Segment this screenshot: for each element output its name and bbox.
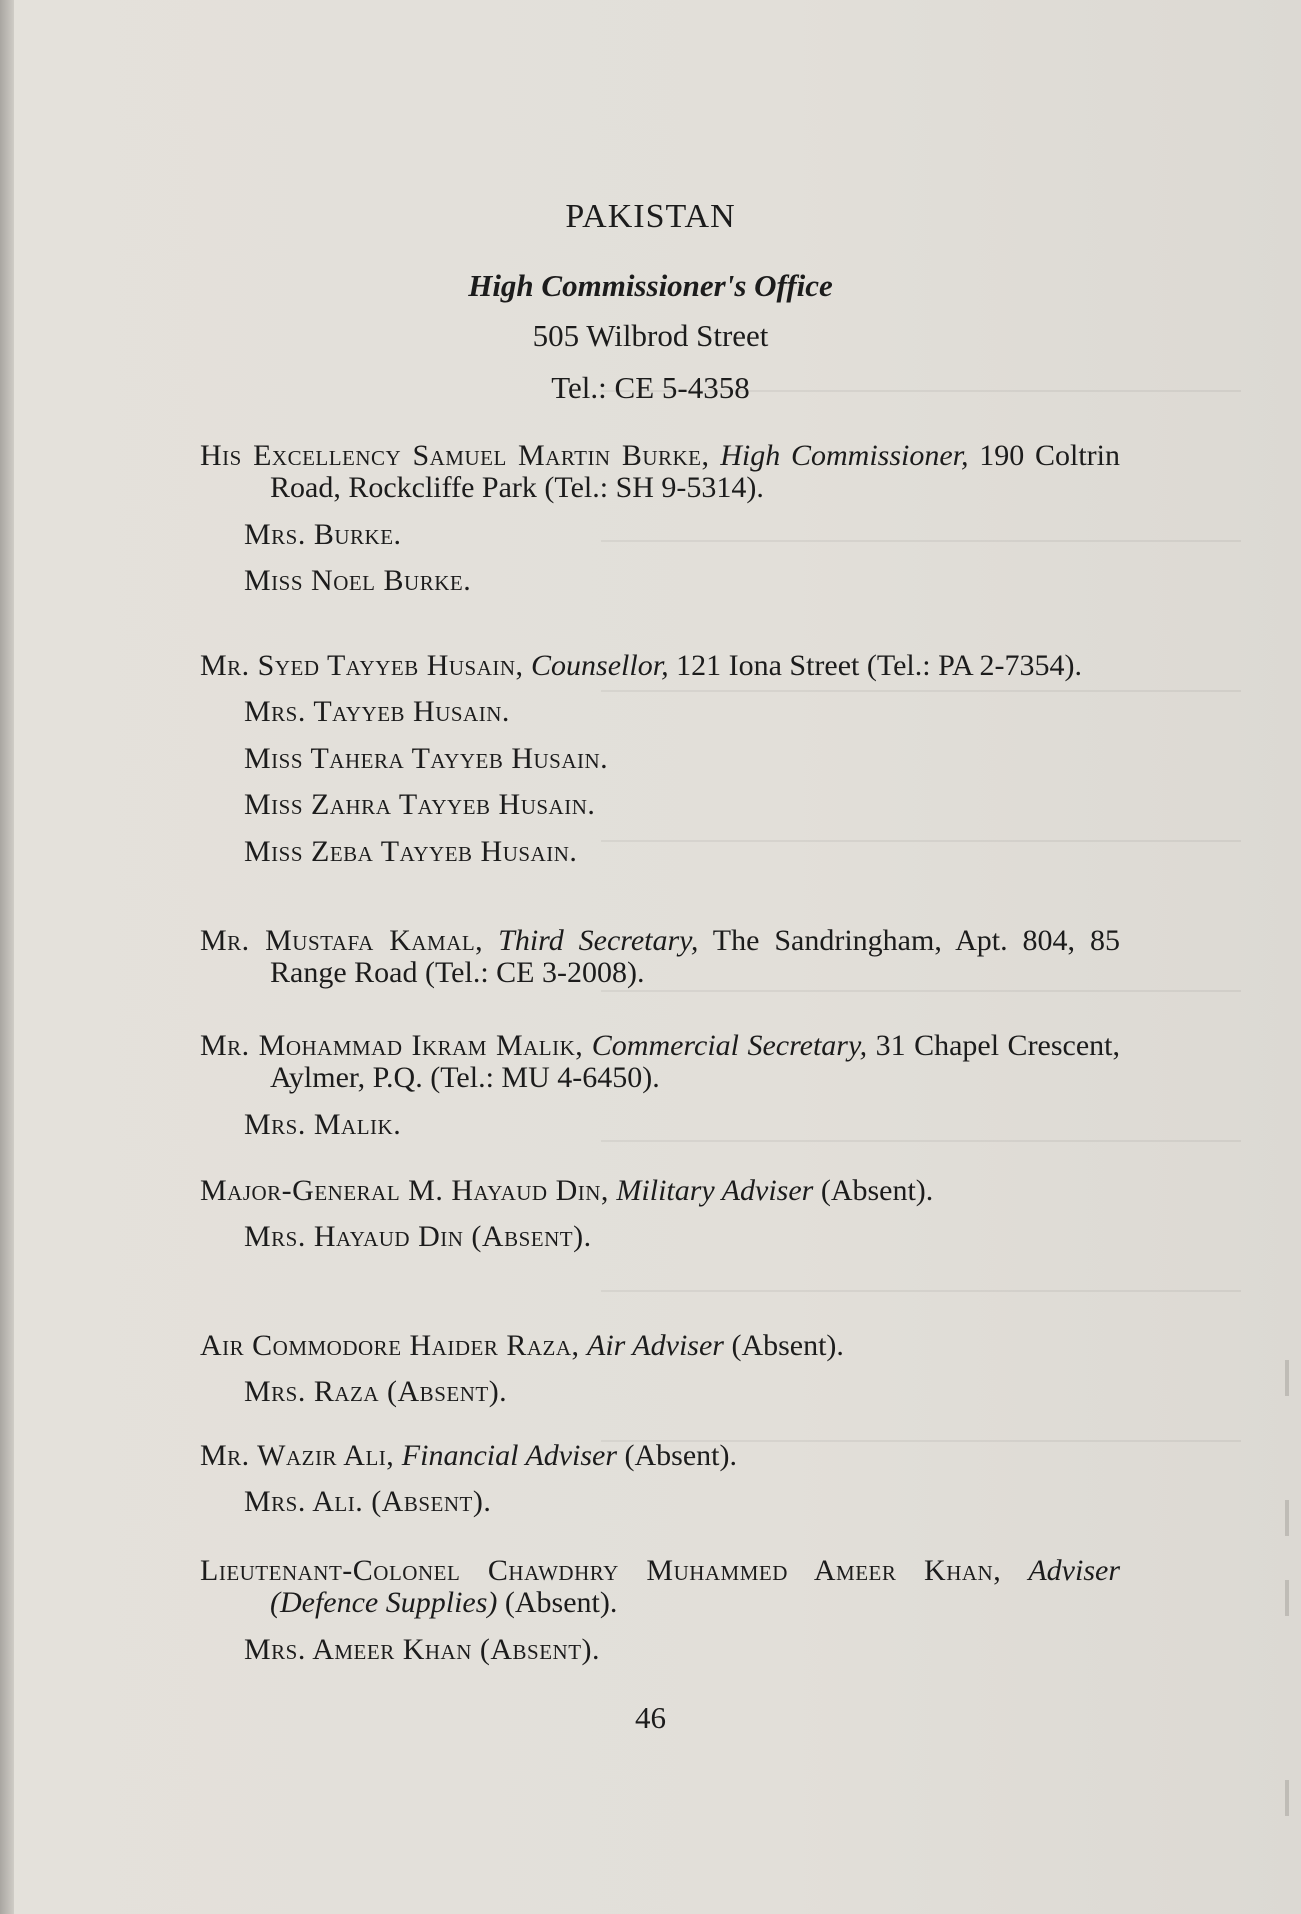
family-member: Mrs. Ali. (Absent). bbox=[244, 1485, 492, 1519]
entry-details: (Absent). bbox=[820, 1174, 934, 1207]
family-member: Miss Zeba Tayyeb Husain. bbox=[244, 834, 578, 868]
entry-block bbox=[200, 1330, 1120, 1409]
entry-block bbox=[200, 650, 1120, 868]
office-telephone: Tel.: CE 5-4358 bbox=[551, 370, 750, 405]
entry-title: Adviser (Defence Supplies) bbox=[270, 1554, 1120, 1620]
entry-title: Financial Adviser bbox=[401, 1439, 618, 1472]
entry-title: High Commissioner, bbox=[720, 439, 969, 472]
entry-details: (Absent). bbox=[731, 1329, 844, 1362]
entry-name: Air Commodore Haider Raza, bbox=[200, 1329, 580, 1362]
entry-title: Air Adviser bbox=[587, 1329, 724, 1362]
family-member: Mrs. Burke. bbox=[244, 517, 402, 551]
entry-line bbox=[200, 1555, 1120, 1620]
family-member: Mrs. Ameer Khan (Absent). bbox=[244, 1632, 601, 1666]
entry-name: Major-General M. Hayaud Din, bbox=[200, 1174, 609, 1207]
entry-title: Commercial Secretary, bbox=[591, 1029, 868, 1062]
family-member: Mrs. Tayyeb Husain. bbox=[244, 695, 510, 729]
entry-line bbox=[200, 650, 1120, 682]
entry-block bbox=[200, 1030, 1120, 1141]
entry-details: The Sandringham, Apt. 804, 85 Range Road (Tel.: CE 3-2008). bbox=[270, 924, 1121, 990]
entry-line bbox=[200, 1030, 1120, 1095]
entry-details: 31 Chapel Crescent, Aylmer, P.Q. (Tel.: MU 4-6450). bbox=[270, 1029, 1121, 1095]
entry-title: Counsellor, bbox=[531, 649, 669, 682]
entry-title: Third Secretary, bbox=[498, 924, 699, 957]
family-member: Miss Noel Burke. bbox=[244, 564, 472, 598]
entry-details: (Absent). bbox=[624, 1439, 738, 1472]
entry-line bbox=[200, 440, 1120, 505]
country-heading: PAKISTAN bbox=[565, 198, 736, 235]
entry-line bbox=[200, 1175, 1120, 1207]
entry-name: Lieutenant-Colonel Chawdhry Muhammed Ameer Khan, bbox=[200, 1554, 1002, 1587]
entry-block bbox=[200, 1440, 1120, 1519]
family-member: Mrs. Malik. bbox=[244, 1107, 402, 1141]
office-heading: High Commissioner's Office bbox=[468, 268, 833, 303]
entry-name: His Excellency Samuel Martin Burke, bbox=[200, 439, 710, 472]
entry-details: (Absent). bbox=[504, 1586, 618, 1620]
entry-line bbox=[200, 925, 1120, 990]
entry-block bbox=[200, 1555, 1120, 1666]
office-address: 505 Wilbrod Street bbox=[532, 318, 769, 353]
entry-line bbox=[200, 1440, 1120, 1472]
entry-block bbox=[200, 925, 1120, 990]
entry-block bbox=[200, 440, 1120, 598]
family-member: Mrs. Raza (Absent). bbox=[244, 1375, 508, 1409]
family-member: Miss Tahera Tayyeb Husain. bbox=[244, 741, 609, 775]
family-member: Miss Zahra Tayyeb Husain. bbox=[244, 788, 596, 822]
entry-name: Mr. Mustafa Kamal, bbox=[200, 924, 484, 957]
entry-details: 121 Iona Street (Tel.: PA 2-7354). bbox=[676, 649, 1082, 682]
entry-details: 190 Coltrin Road, Rockcliffe Park (Tel.: SH 9-5314). bbox=[270, 439, 1120, 505]
entry-name: Mr. Wazir Ali, bbox=[200, 1439, 395, 1472]
entry-name: Mr. Mohammad Ikram Malik, bbox=[200, 1029, 584, 1062]
entry-line bbox=[200, 1330, 1120, 1362]
page-number: 46 bbox=[635, 1700, 666, 1735]
entry-name: Mr. Syed Tayyeb Husain, bbox=[200, 649, 524, 682]
entry-title: Military Adviser bbox=[616, 1174, 814, 1207]
family-member: Mrs. Hayaud Din (Absent). bbox=[244, 1220, 592, 1254]
entry-block bbox=[200, 1175, 1120, 1254]
